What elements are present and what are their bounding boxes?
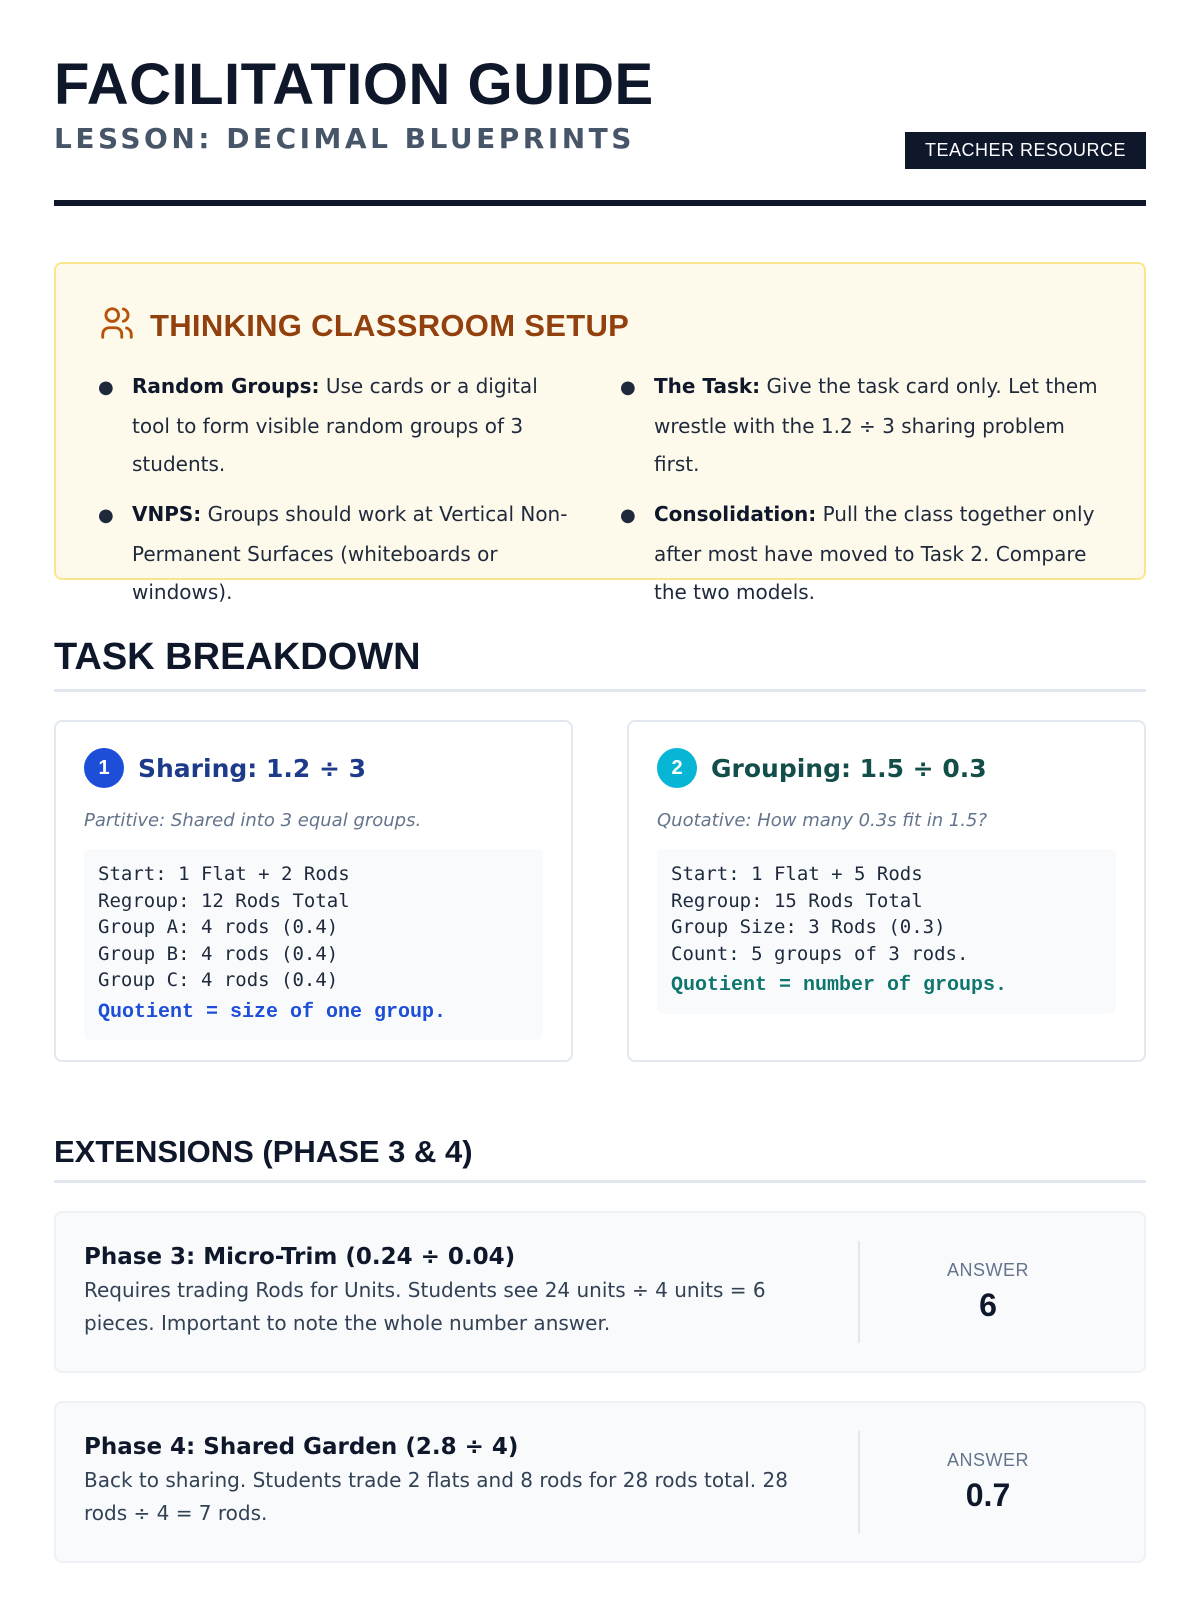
task-step-line: Group Size: 3 Rods (0.3) bbox=[671, 916, 946, 938]
task-title: Sharing: 1.2 ÷ 3 bbox=[138, 753, 367, 783]
task-step-line: Group A: 4 rods (0.4) bbox=[98, 916, 339, 938]
task-step-line: Start: 1 Flat + 2 Rods bbox=[98, 863, 350, 885]
task-card-grouping bbox=[627, 720, 1146, 1062]
page-header bbox=[54, 52, 1146, 206]
task-steps-block bbox=[657, 849, 1116, 1014]
extensions-heading bbox=[54, 1134, 1146, 1183]
task-cards bbox=[54, 720, 1146, 1062]
teacher-resource-badge: TEACHER RESOURCE bbox=[905, 132, 1146, 169]
answer-label: ANSWER bbox=[946, 1450, 1029, 1470]
task-breakdown-title: TASK BREAKDOWN bbox=[54, 636, 421, 678]
task-card-sharing bbox=[54, 720, 573, 1062]
extension-title: Phase 4: Shared Garden (2.8 ÷ 4) bbox=[84, 1434, 519, 1460]
task-emphasis-line: Quotient = number of groups. bbox=[671, 974, 1008, 997]
task-step-line: Count: 5 groups of 3 rods. bbox=[671, 942, 969, 965]
task-step-line: Start: 1 Flat + 5 Rods bbox=[671, 863, 923, 885]
lesson-subtitle: LESSON: DECIMAL BLUEPRINTS bbox=[54, 122, 635, 155]
extension-text: Back to sharing. Students trade 2 flats and 8 rods for 28 rods total. 28 rods ÷ 4 = 7 rods. bbox=[84, 1468, 788, 1525]
task-number-badge: 1 bbox=[84, 748, 124, 788]
task-step-line: Group C: 4 rods (0.4) bbox=[98, 969, 339, 991]
task-title: Grouping: 1.5 ÷ 0.3 bbox=[711, 753, 987, 783]
setup-item-vnps: ● VNPS: Groups should work at Vertical Non-Permanent Surfaces (whiteboards or windows). bbox=[98, 502, 568, 604]
extension-title: Phase 3: Micro-Trim (0.24 ÷ 0.04) bbox=[84, 1244, 516, 1270]
setup-left-column bbox=[98, 367, 580, 623]
setup-right-column bbox=[620, 367, 1102, 623]
answer-box bbox=[860, 1260, 1116, 1324]
extension-text: Requires trading Rods for Units. Students see 24 units ÷ 4 units = 6 pieces. Important to note the whole number answer. bbox=[84, 1278, 766, 1335]
task-description: Partitive: Shared into 3 equal groups. bbox=[84, 810, 422, 831]
answer-label: ANSWER bbox=[946, 1260, 1029, 1280]
task-step-line: Group B: 4 rods (0.4) bbox=[98, 942, 339, 965]
answer-box bbox=[860, 1450, 1116, 1514]
extension-card-phase-3 bbox=[54, 1211, 1146, 1373]
task-emphasis-line: Quotient = size of one group. bbox=[98, 1000, 447, 1024]
setup-item-the-task: ● The Task: Give the task card only. Let them wrestle with the 1.2 ÷ 3 sharing problem first. bbox=[620, 374, 1098, 476]
setup-item-random-groups: ● Random Groups: Use cards or a digital tool to form visible random groups of 3 students. bbox=[98, 374, 538, 476]
setup-title: THINKING CLASSROOM SETUP bbox=[150, 307, 630, 343]
page-title: FACILITATION GUIDE bbox=[54, 52, 654, 117]
task-breakdown-heading bbox=[54, 636, 1146, 692]
answer-value: 0.7 bbox=[965, 1477, 1011, 1513]
extensions-title: EXTENSIONS (PHASE 3 & 4) bbox=[54, 1134, 473, 1169]
task-description: Quotative: How many 0.3s fit in 1.5? bbox=[657, 810, 988, 831]
users-icon bbox=[98, 304, 136, 347]
task-step-line: Regroup: 12 Rods Total bbox=[98, 889, 350, 912]
task-steps-block bbox=[84, 849, 543, 1040]
answer-value: 6 bbox=[979, 1287, 997, 1323]
task-step-line: Regroup: 15 Rods Total bbox=[671, 889, 923, 912]
setup-item-consolidation: ● Consolidation: Pull the class together only after most have moved to Task 2. Compare the two models. bbox=[620, 502, 1095, 604]
extension-card-phase-4 bbox=[54, 1401, 1146, 1563]
classroom-setup-panel bbox=[54, 262, 1146, 604]
task-number-badge: 2 bbox=[657, 748, 697, 788]
